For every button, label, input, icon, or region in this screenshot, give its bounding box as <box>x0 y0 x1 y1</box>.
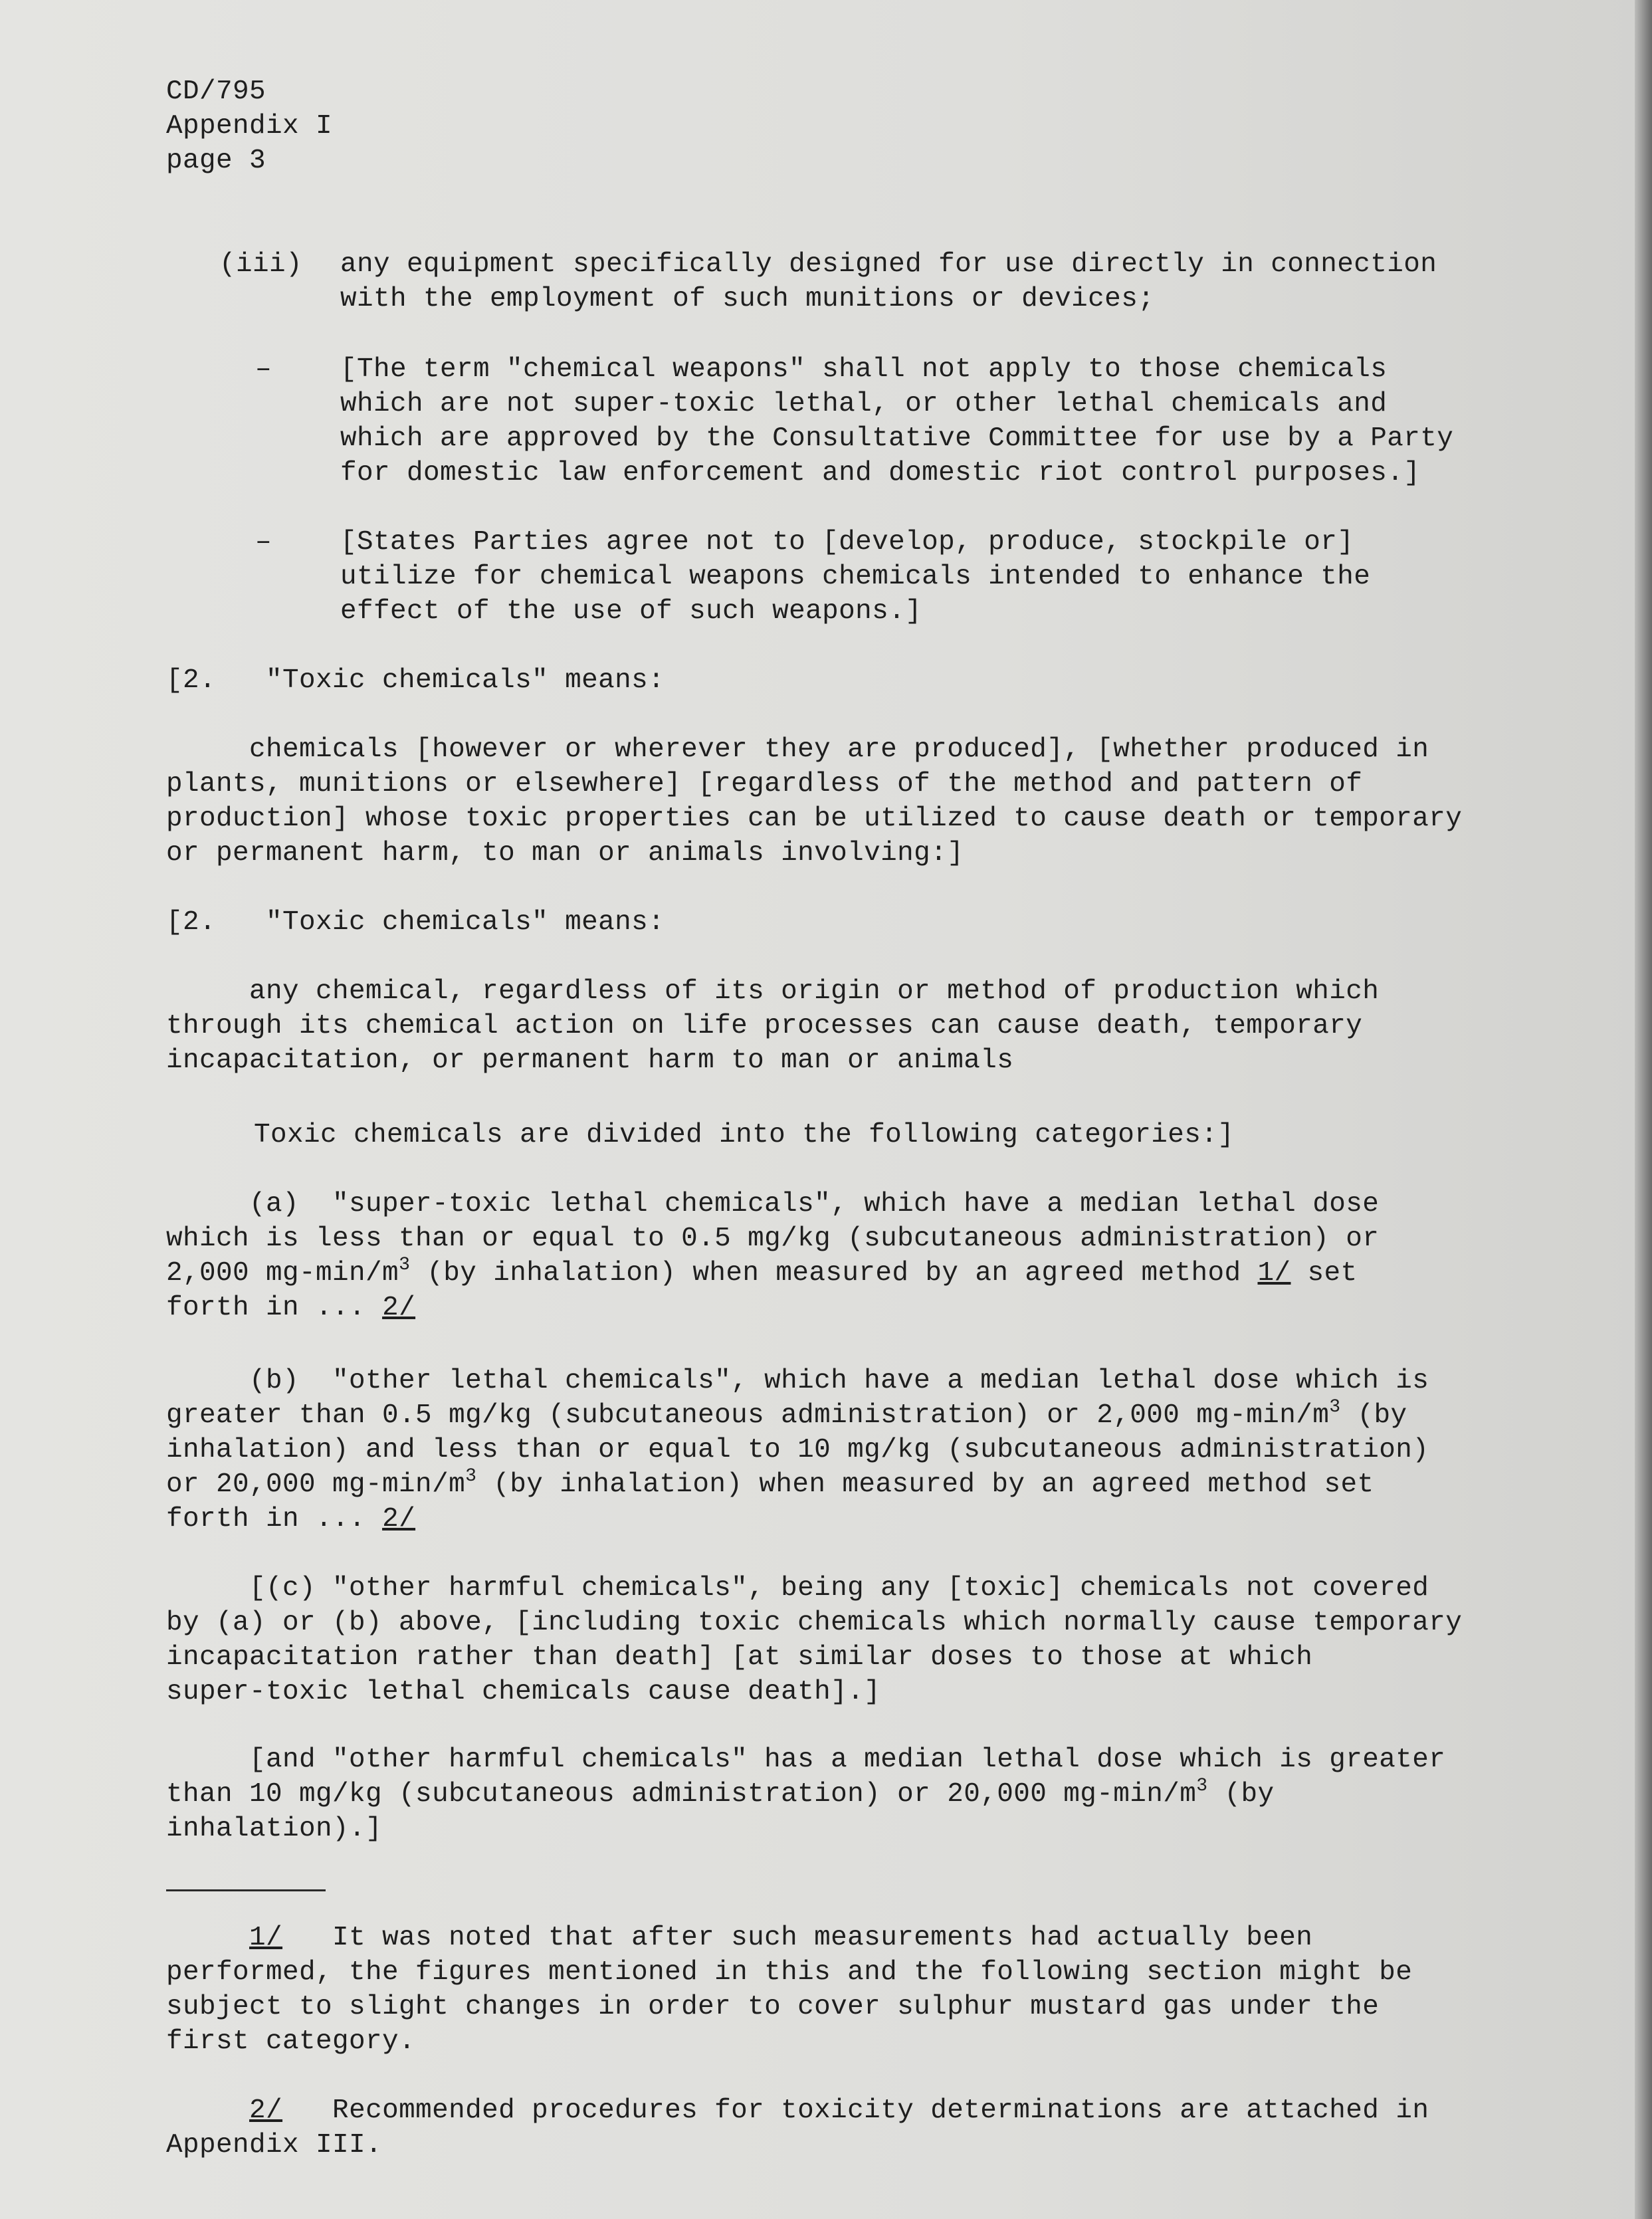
footnote-marker: 1/ <box>249 1923 283 1953</box>
body-line: (b) "other lethal chemicals", which have a median lethal dose which is <box>166 1366 1429 1396</box>
section-2-title: [2. "Toxic chemicals" means: <box>166 665 665 696</box>
body-line: 2,000 mg-min/m <box>166 1258 399 1289</box>
appendix-label: Appendix I <box>166 111 333 142</box>
dash-line: which are approved by the Consultative Committee for use by a Party <box>340 423 1454 454</box>
body-line: any chemical, regardless of its origin or method of production which <box>166 976 1380 1007</box>
body-line: or 20,000 mg-min/m <box>166 1469 466 1500</box>
dash-marker: – <box>255 354 272 385</box>
dash-line: utilize for chemical weapons chemicals intended to enhance the <box>340 562 1371 592</box>
body-line: (by <box>1207 1779 1275 1810</box>
footnote-1 <box>166 1921 1412 2059</box>
dash-line: [States Parties agree not to [develop, produce, stockpile or] <box>340 527 1354 558</box>
body-line: than 10 mg/kg (subcutaneous administration) or 20,000 mg-min/m <box>166 1779 1197 1810</box>
dash-item-states-parties <box>340 525 1370 629</box>
item-iii-text <box>340 247 1437 316</box>
superscript: 3 <box>399 1255 411 1275</box>
footnote-ref: 2/ <box>382 1293 416 1323</box>
body-line: incapacitation rather than death] [at similar doses to those at which <box>166 1642 1313 1673</box>
body-line: (by inhalation) when measured by an agreed method set <box>476 1469 1374 1500</box>
body-line: greater than 0.5 mg/kg (subcutaneous administration) or 2,000 mg-min/m <box>166 1400 1330 1431</box>
body-line: inhalation).] <box>166 1814 383 1844</box>
body-line: by (a) or (b) above, [including toxic chemicals which normally cause temporary <box>166 1608 1463 1638</box>
body-line: super-toxic lethal chemicals cause death].] <box>166 1677 881 1707</box>
body-line: inhalation) and less than or equal to 10 mg/kg (subcutaneous administration) <box>166 1435 1429 1465</box>
body-line: which is less than or equal to 0.5 mg/kg (subcutaneous administration) or <box>166 1223 1380 1254</box>
body-line: set <box>1291 1258 1358 1289</box>
footnote-divider <box>166 1889 326 1891</box>
body-line: through its chemical action on life processes can cause death, temporary <box>166 1011 1363 1041</box>
body-line: (by inhalation) when measured by an agreed method <box>410 1258 1258 1289</box>
dash-line: [The term "chemical weapons" shall not apply to those chemicals <box>340 354 1388 385</box>
body-line: (by <box>1340 1400 1407 1431</box>
item-iii-line: any equipment specifically designed for use directly in connection <box>340 249 1437 280</box>
body-line: forth in ... <box>166 1504 383 1534</box>
body-line: incapacitation, or permanent harm to man or animals <box>166 1045 1014 1076</box>
section-2-alt-title: [2. "Toxic chemicals" means: <box>166 907 665 938</box>
body-line: production] whose toxic properties can be utilized to cause death or temporary <box>166 803 1463 834</box>
body-line: chemicals [however or wherever they are produced], [whether produced in <box>166 734 1429 765</box>
footnote-2 <box>166 2093 1429 2163</box>
footnote-line: Recommended procedures for toxicity determinations are attached in <box>282 2095 1429 2126</box>
category-b <box>166 1364 1429 1536</box>
dash-marker: – <box>255 527 272 558</box>
item-iii-line: with the employment of such munitions or devices; <box>340 284 1155 314</box>
item-iii-number: (iii) <box>219 249 303 280</box>
page-number: page 3 <box>166 146 266 176</box>
page-edge-shadow <box>1635 0 1652 2219</box>
footnote-ref: 2/ <box>382 1504 416 1534</box>
footnote-line: Appendix III. <box>166 2130 383 2161</box>
body-line: forth in ... <box>166 1293 383 1323</box>
dash-line: for domestic law enforcement and domestic riot control purposes.] <box>340 458 1421 488</box>
dash-line: effect of the use of such weapons.] <box>340 596 922 627</box>
body-line: (a) "super-toxic lethal chemicals", which have a median lethal dose <box>166 1189 1380 1219</box>
other-harmful-definition <box>166 1743 1445 1846</box>
superscript: 3 <box>1329 1397 1341 1418</box>
superscript: 3 <box>465 1466 477 1487</box>
superscript: 3 <box>1196 1776 1208 1796</box>
document-header <box>166 74 332 178</box>
body-line: plants, munitions or elsewhere] [regardless of the method and pattern of <box>166 769 1363 799</box>
body-line: [and "other harmful chemicals" has a median lethal dose which is greater <box>166 1744 1446 1775</box>
footnote-ref: 1/ <box>1257 1258 1291 1289</box>
dash-item-chemical-weapons-exclusion <box>340 352 1453 490</box>
footnote-line: It was noted that after such measurements had actually been <box>282 1923 1313 1953</box>
section-2-body <box>166 732 1462 871</box>
categories-intro: Toxic chemicals are divided into the following categories:] <box>254 1120 1235 1150</box>
body-line: or permanent harm, to man or animals involving:] <box>166 838 964 869</box>
body-line: [(c) "other harmful chemicals", being any [toxic] chemicals not covered <box>166 1573 1429 1604</box>
footnote-line: subject to slight changes in order to cover sulphur mustard gas under the <box>166 1992 1380 2022</box>
footnote-line: first category. <box>166 2026 416 2057</box>
category-c <box>166 1571 1462 1709</box>
footnote-line: performed, the figures mentioned in this and the following section might be <box>166 1957 1413 1988</box>
category-a <box>166 1187 1379 1325</box>
dash-line: which are not super-toxic lethal, or other lethal chemicals and <box>340 389 1388 419</box>
section-2-alt-body <box>166 974 1379 1078</box>
document-id: CD/795 <box>166 76 266 107</box>
footnote-marker: 2/ <box>249 2095 283 2126</box>
